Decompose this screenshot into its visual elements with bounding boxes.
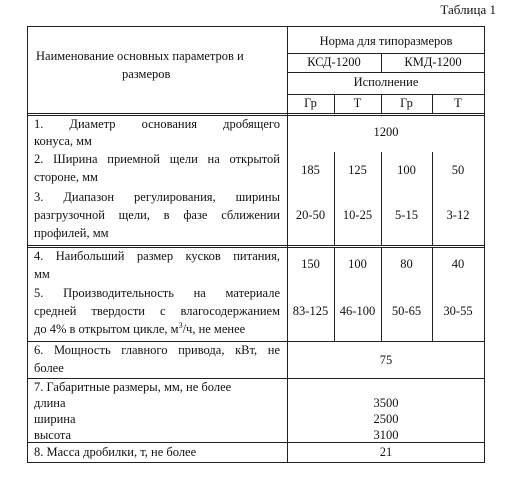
subcol-t-2: Т xyxy=(454,96,462,110)
row-7-label-line-1: 7. Габаритные размеры, мм, не более xyxy=(34,380,232,394)
row-3-value-3: 5-15 xyxy=(395,208,418,222)
table-border-bottom xyxy=(27,462,485,463)
execution-header: Исполнение xyxy=(353,75,419,89)
row-2-value-3: 100 xyxy=(397,163,416,177)
subcol-gr-2: Гр xyxy=(400,96,413,110)
row-3-label-line-1: 3. Диапазон регулирования, ширины xyxy=(34,190,280,204)
row-4-value-1: 150 xyxy=(301,257,320,271)
row-3-label-line-3: профилей, мм xyxy=(34,226,109,240)
row-3-value-4: 3-12 xyxy=(446,208,470,222)
row-6-value: 75 xyxy=(379,353,393,367)
table-border-left xyxy=(27,26,28,463)
row-8-label: 8. Масса дробилки, т, не более xyxy=(34,445,197,459)
row-2-value-1: 185 xyxy=(301,163,320,177)
table-border-top xyxy=(27,26,485,27)
row-4-label-line-1: 4. Наибольший размер кусков питания, xyxy=(34,249,280,263)
row-7-label-width: ширина xyxy=(34,412,76,426)
row-3-label-line-2: разгрузочной щели, в фазе сближении xyxy=(34,208,280,222)
header-bottom-border xyxy=(27,113,485,114)
row-5-label-line-1: 5. Производительность на материале xyxy=(34,286,280,300)
row-5-label-text: до 4% в открытом цикле, м xyxy=(34,322,179,336)
row-7-label-length: длина xyxy=(34,396,66,410)
row-3-value-1: 20-50 xyxy=(295,208,326,222)
table-caption: Таблица 1 xyxy=(440,2,496,17)
row-1-label-line-1: 1. Диаметр основания дробящего xyxy=(34,117,280,131)
row-5-label-sup: 3 xyxy=(178,320,183,330)
row-1-value: 1200 xyxy=(373,125,399,139)
row-2-label-line-1: 2. Ширина приемной щели на открытой xyxy=(34,152,280,166)
row-4-value-4: 40 xyxy=(451,257,465,271)
model-kmd: КМД-1200 xyxy=(404,55,462,69)
norm-header: Норма для типоразмеров xyxy=(319,34,453,48)
header-divider-norm xyxy=(287,53,485,54)
group-divider-3 xyxy=(27,378,485,379)
row-4-label-line-2: мм xyxy=(34,267,50,281)
row-7-value-height: 3100 xyxy=(373,428,399,442)
header-divider-models xyxy=(287,72,485,73)
param-header-line-2: размеров xyxy=(122,67,171,81)
row-1-label-line-2: конуса, мм xyxy=(34,134,92,148)
subcol-t-1: Т xyxy=(353,96,362,110)
group-divider-1 xyxy=(27,245,485,246)
row-2-value-2: 125 xyxy=(348,163,367,177)
row-2-label-line-2: стороне, мм xyxy=(34,170,98,184)
row-6-label-line-1: 6. Мощность главного привода, кВт, не xyxy=(34,343,280,357)
row-4-value-3: 80 xyxy=(400,257,413,271)
row-5-label-line-3 xyxy=(34,322,245,337)
param-header-line-1: Наименование основных параметров и xyxy=(36,49,244,63)
header-bottom-border-double xyxy=(27,115,485,116)
row-6-label-line-2: более xyxy=(34,361,64,375)
group-divider-1-double xyxy=(27,247,485,248)
row-2-value-4: 50 xyxy=(451,163,465,177)
row-3-value-2: 10-25 xyxy=(342,208,373,222)
row-7-label-height: высота xyxy=(34,428,72,442)
row-5-value-3: 50-65 xyxy=(391,304,422,318)
row-5-label-line-2: средней твердости с влагосодержанием xyxy=(34,304,280,318)
row-4-value-2: 100 xyxy=(348,257,367,271)
subcol-gr-1: Гр xyxy=(304,96,317,110)
model-ksd: КСД-1200 xyxy=(307,55,361,69)
row-7-value-width: 2500 xyxy=(373,412,399,426)
row-5-value-4: 30-55 xyxy=(443,304,473,318)
row-7-value-length: 3500 xyxy=(373,396,399,410)
row-5-label-tail: /ч, не менее xyxy=(182,322,246,336)
row-5-value-2: 46-100 xyxy=(339,304,376,318)
header-divider-execution xyxy=(287,94,485,95)
row-8-value: 21 xyxy=(379,445,393,459)
row-5-value-1: 83-125 xyxy=(292,304,329,318)
group-divider-2 xyxy=(27,341,485,342)
